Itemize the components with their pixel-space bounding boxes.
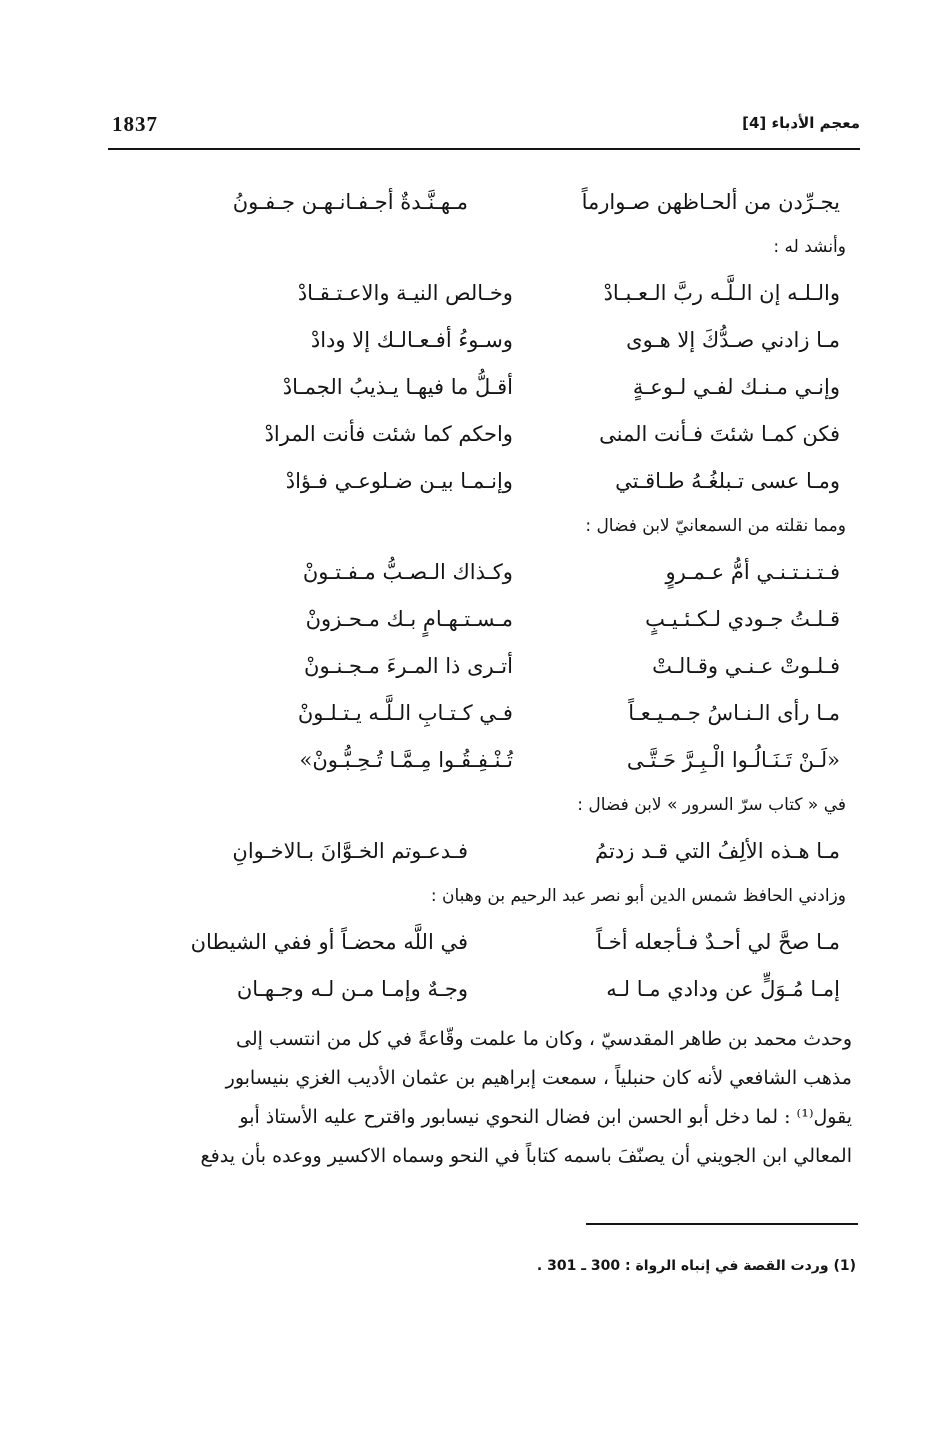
verse-introduction: وأنشد له : <box>773 237 846 257</box>
footnote: (1) وردت القصة في إنباه الرواة : 300 ـ 301 . <box>536 1258 856 1274</box>
verse-line <box>106 595 856 642</box>
verse-line <box>106 178 856 225</box>
verse-line <box>106 316 856 363</box>
verse-first-hemistich: وإنـي مـنـك لفـي لـوعـةٍ <box>632 374 840 399</box>
verse-first-hemistich: فـتـنـتـنـي أمُّ عـمـروٍ <box>665 559 840 584</box>
verse-line <box>106 736 856 783</box>
prose-line: مذهب الشافعي لأنه كان حنبلياً ، سمعت إبراهيم بن عثمان الأديب الغزي بنيسابور <box>225 1067 852 1089</box>
verse-first-hemistich: ومـا عسى تـبلغُـهُ طـاقـتي <box>615 468 840 493</box>
verse-first-hemistich: قـلـتُ جـودي لـكـئـيـبٍ <box>645 606 840 631</box>
verse-line <box>106 642 856 689</box>
verse-second-hemistich: وخـالص النيـة والاعـتـقـادْ <box>297 280 513 305</box>
running-title: معجم الأدباء [4] <box>742 114 860 132</box>
page-body <box>106 178 856 1176</box>
verse-line <box>106 363 856 410</box>
verse-first-hemistich: فـلـوتْ عـنـي وقـالـتْ <box>652 653 840 678</box>
verse-second-hemistich: وإنـمـا بيـن ضـلوعـي فـؤادْ <box>285 468 513 493</box>
verse-second-hemistich: واحكم كما شئت فأنت المرادْ <box>264 421 513 446</box>
poetry-section <box>106 178 856 1012</box>
verse-line <box>106 689 856 736</box>
verse-second-hemistich: أتـرى ذا المـرءَ مـجـنـونْ <box>304 653 513 678</box>
verse-second-hemistich: فـدعـوتم الخـوَّانَ بـالاخـوانِ <box>232 838 468 863</box>
verse-first-hemistich: «لَـنْ تَـنَـالُـوا الْـبِـرَّ حَـتَّـى <box>626 747 840 772</box>
prose-line: المعالي ابن الجويني أن يصنّفَ باسمه كتاباً في النحو وسماه الاكسير ووعده بأن يدفع <box>200 1145 852 1167</box>
prose-line: يقول⁽¹⁾ : لما دخل أبو الحسن ابن فضال النحوي نيسابور واقترح عليه الأستاذ أبو <box>239 1106 852 1128</box>
verse-first-hemistich: إمـا مُـوَلٍّ عن ودادي مـا لـه <box>606 976 840 1001</box>
verse-first-hemistich: مـا هـذه الألِفُ التي قـد زدتمُ <box>595 838 840 863</box>
verse-second-hemistich: أقـلُّ ما فيهـا يـذيبُ الجمـادْ <box>282 374 513 399</box>
verse-second-hemistich: تُـنْـفِـقُـوا مِـمَّـا تُـحِـبُّـونْ» <box>299 747 513 772</box>
verse-second-hemistich: وكـذاك الـصـبُّ مـفـتـونْ <box>302 559 513 584</box>
verse-first-hemistich: والـلـه إن الـلَّـه ربَّ الـعـبـادْ <box>603 280 840 305</box>
verse-first-hemistich: مـا زادني صـدُّكَ إلا هـوى <box>626 327 840 352</box>
prose-paragraph <box>106 1020 856 1176</box>
verse-second-hemistich: فـي كـتـابِ الـلَّـه يـتـلـونْ <box>297 700 513 725</box>
verse-second-hemistich: مـهـنَّـدةٌ أجـفـانـهـن جـفـونُ <box>232 189 468 214</box>
verse-second-hemistich: وجـهٌ وإمـا مـن لـه وجـهـان <box>236 976 468 1001</box>
verse-second-hemistich: وسـوءُ أفـعـالـك إلا ودادْ <box>310 327 513 352</box>
verse-first-hemistich: فكن كمـا شئتَ فـأنت المنى <box>599 421 840 446</box>
verse-line <box>106 918 856 965</box>
verse-introduction: في « كتاب سرّ السرور » لابن فضال : <box>577 795 846 815</box>
verse-line <box>106 965 856 1012</box>
verse-first-hemistich: مـا رأى الـنـاسُ جـمـيـعـاً <box>628 700 840 725</box>
verse-line <box>106 269 856 316</box>
verse-line <box>106 410 856 457</box>
verse-first-hemistich: مـا صحَّ لي أحـدٌ فـأجعله أخـاً <box>596 929 840 954</box>
verse-line <box>106 827 856 874</box>
verse-first-hemistich: يجـرِّدن من ألحـاظهن صـوارماً <box>581 189 840 214</box>
verse-line <box>106 457 856 504</box>
verse-second-hemistich: مـسـتـهـامٍ بـك مـحـزونْ <box>305 606 513 631</box>
verse-line <box>106 548 856 595</box>
footnote-divider <box>586 1223 858 1225</box>
verse-second-hemistich: في اللَّه محضـاً أو ففي الشيطان <box>190 929 468 954</box>
page-number: 1837 <box>112 112 158 136</box>
verse-introduction: ومما نقلته من السمعانيّ لابن فضال : <box>585 516 846 536</box>
page-header <box>108 110 860 150</box>
verse-introduction: وزادني الحافظ شمس الدين أبو نصر عبد الرحيم بن وهبان : <box>430 886 846 906</box>
prose-line: وحدث محمد بن طاهر المقدسيّ ، وكان ما علمت وقّاعةً في كل من انتسب إلى <box>236 1028 852 1050</box>
